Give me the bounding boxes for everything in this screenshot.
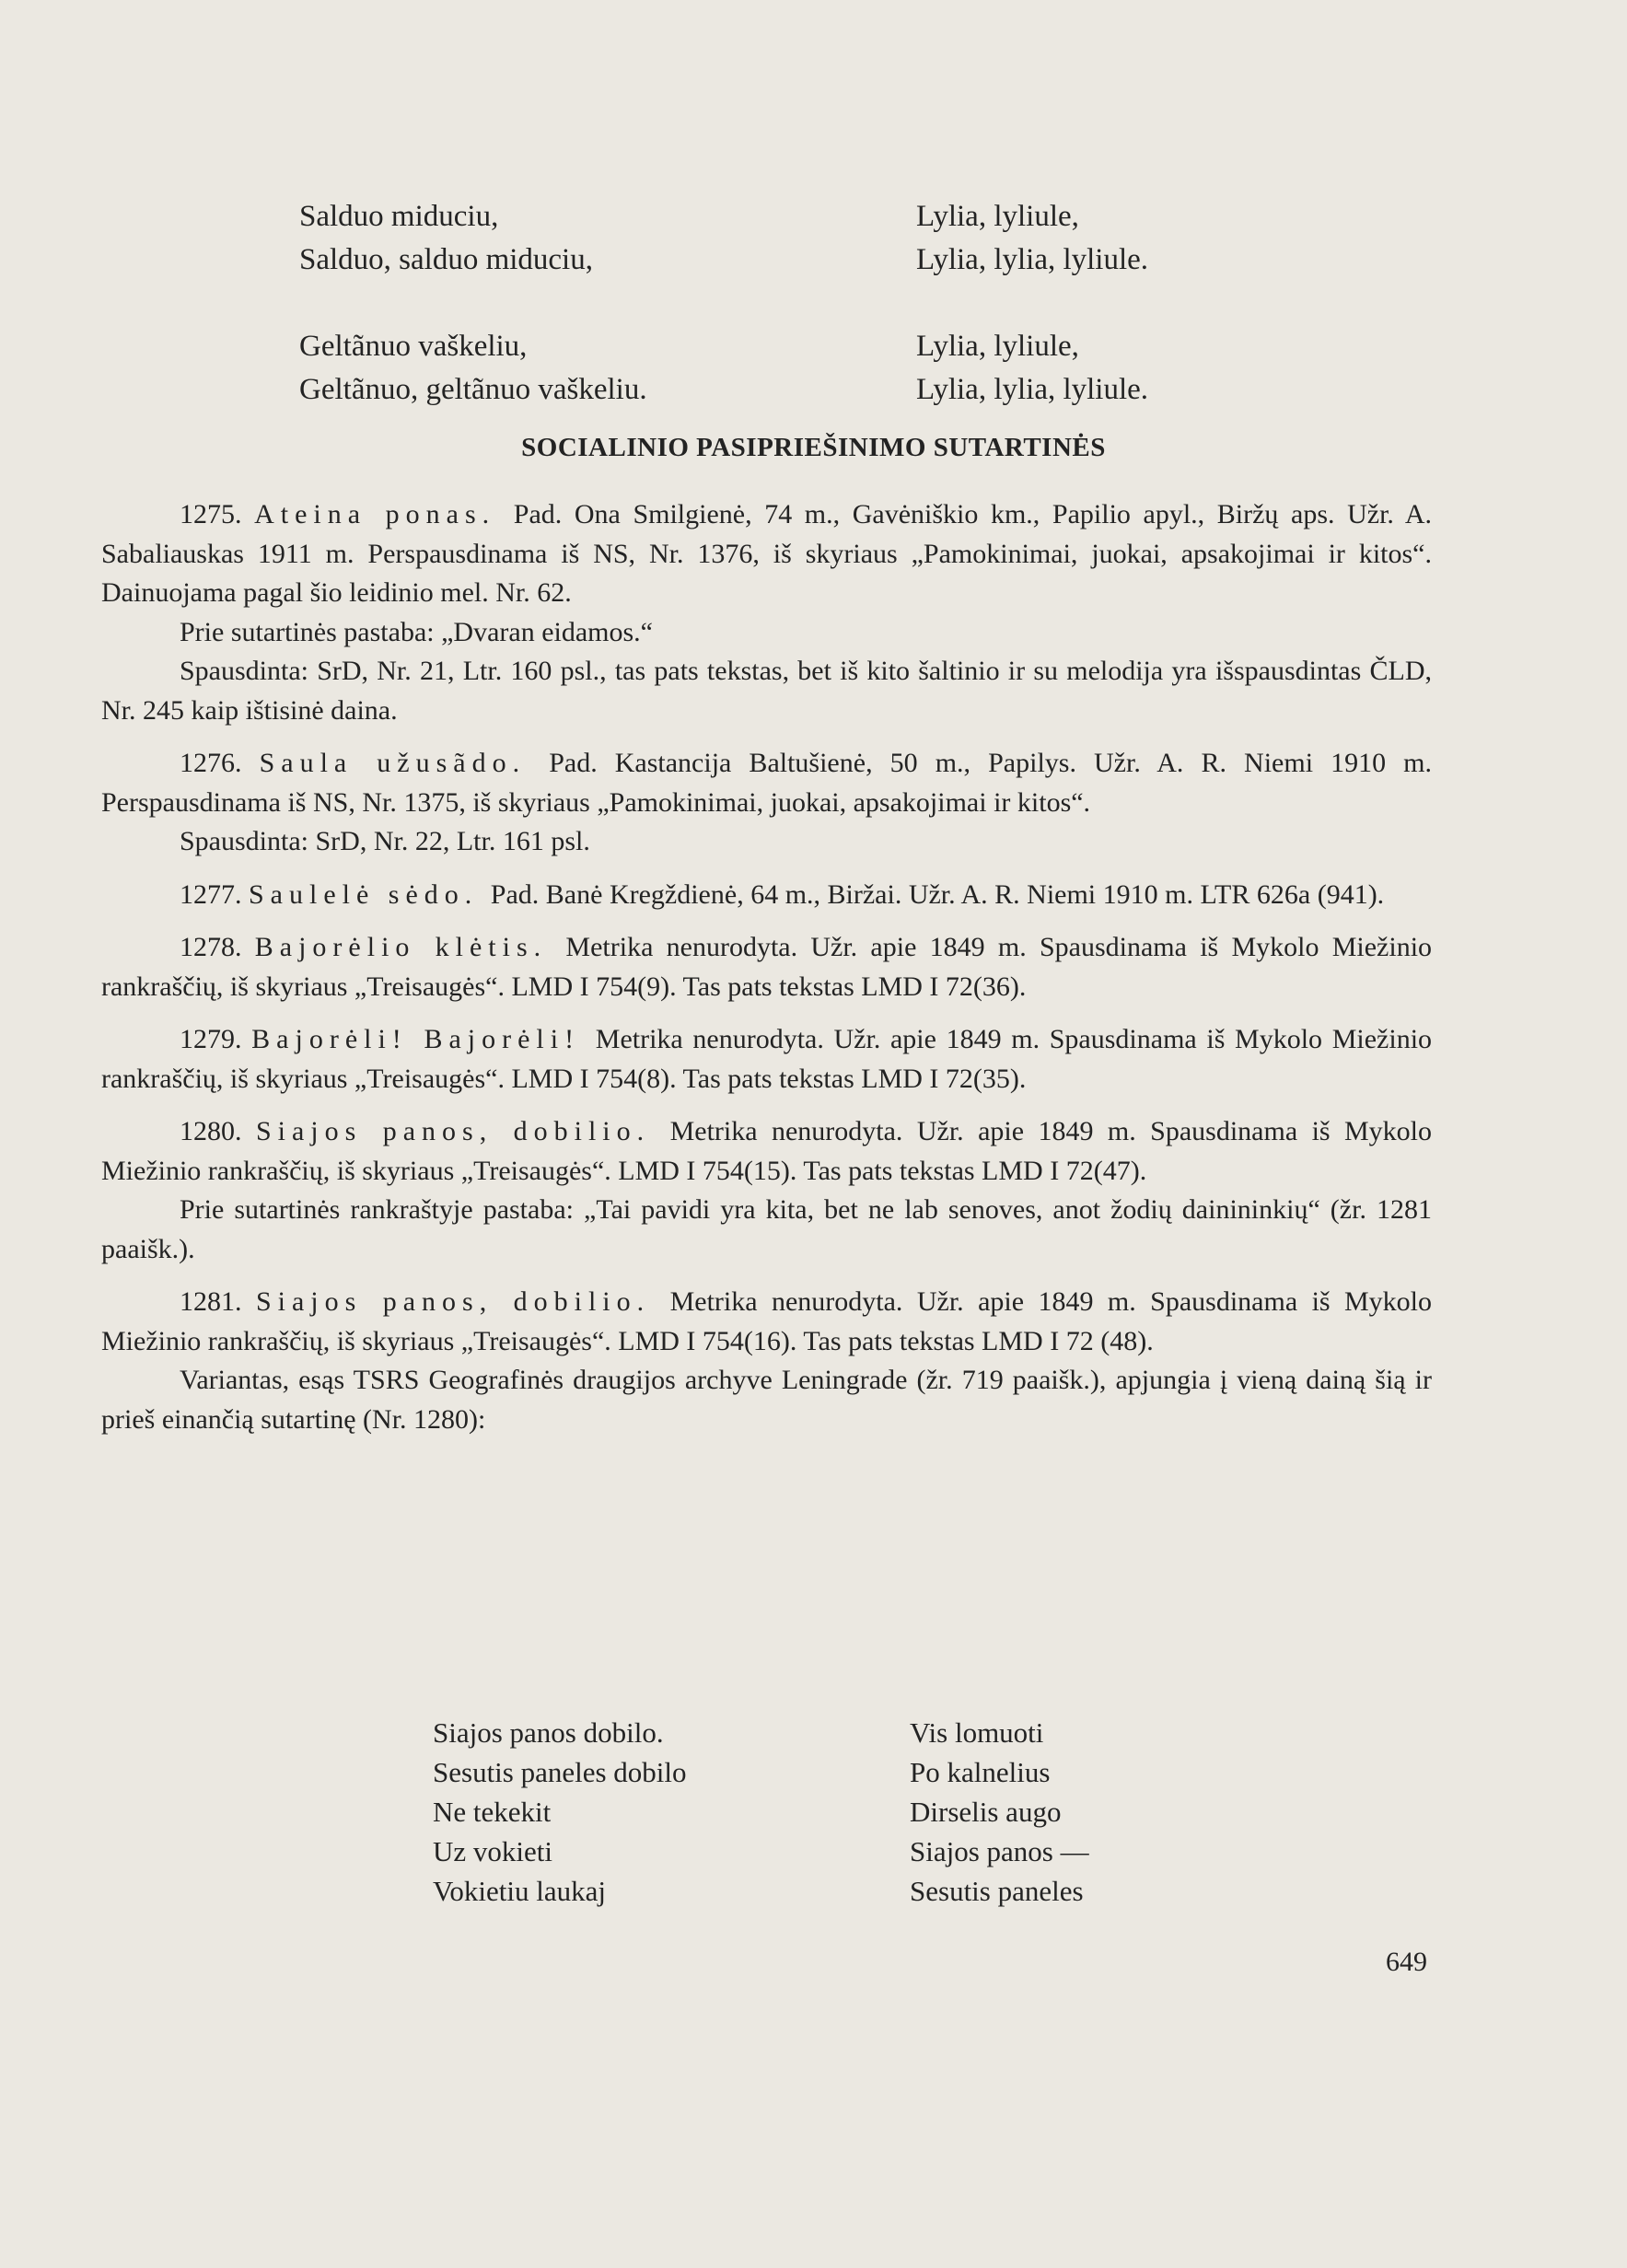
entry-title: Siajos panos, dobilio.: [255, 1116, 651, 1146]
entry-paragraph: [101, 613, 1432, 653]
verse-bottom-right: [910, 1713, 1089, 1911]
entry-text: Spausdinta: SrD, Nr. 21, Ltr. 160 psl., tas pats tekstas, bet iš kito šaltinio ir su melodija yra išspausdintas ČLD, Nr. 245 kaip ištisinė daina.: [101, 656, 1432, 726]
entries: [101, 495, 1432, 1439]
verse-line: Geltãnuo vaškeliu,: [299, 330, 528, 363]
verse-line: Salduo miduciu,: [299, 200, 499, 233]
verse-line: Geltãnuo, geltãnuo vaškeliu.: [299, 373, 647, 406]
entry-paragraph: [101, 876, 1432, 915]
entry-text: Metrika nenurodyta. Užr. apie 1849 m. Spausdinama iš Mykolo Miežinio rankraščių, iš skyriaus „Treisaugės“. LMD I 754(16). Tas pats tekstas LMD I 72 (48).: [101, 1286, 1433, 1356]
verse-line: Po kalnelius: [910, 1756, 1051, 1788]
entry-paragraph: [101, 1283, 1432, 1361]
entry-paragraph: [101, 1112, 1432, 1191]
verse-line: [916, 282, 1148, 325]
verse-line: Sesutis paneles: [910, 1875, 1084, 1907]
verse-line: Vokietiu laukaj: [433, 1875, 606, 1907]
entry-text: Metrika nenurodyta. Užr. apie 1849 m. Spausdinama iš Mykolo Miežinio rankraščių, iš skyriaus „Treisaugės“. LMD I 754(8). Tas pats tekstas LMD I 72(35).: [101, 1024, 1433, 1094]
verse-line: Lylia, lylia, lyliule.: [916, 373, 1149, 406]
entry-number: 1280.: [180, 1116, 242, 1146]
entry-paragraph: [101, 928, 1432, 1006]
entry-number: 1275.: [180, 499, 242, 529]
entry-paragraph: [101, 822, 1432, 862]
entry-paragraph: [101, 744, 1432, 822]
entry-text: Pad. Ona Smilgienė, 74 m., Gavėniškio km., Papilio apyl., Biržų aps. Užr. A. Sabaliauskas 1911 m. Perspausdinama iš NS, Nr. 1376, iš skyriaus „Pamokinimai, juokai, apsakojimai ir kitos“. Dainuojama pagal šio leidinio mel. Nr. 62.: [101, 499, 1433, 608]
verse-line: Lylia, lyliule,: [916, 330, 1079, 363]
entry-number: 1281.: [180, 1286, 242, 1317]
verse-line: Ne tekekit: [433, 1796, 552, 1828]
verse-line: Siajos panos dobilo.: [433, 1716, 664, 1749]
entry-title: Saulelė sėdo.: [249, 878, 479, 910]
entry-text: Prie sutartinės rankraštyje pastaba: „Tai pavidi yra kita, bet ne lab senoves, anot žodių dainininkių“ (žr. 1281 paaišk.).: [101, 1194, 1432, 1264]
page-number: 649: [1386, 1947, 1427, 1977]
verse-top-left: [299, 195, 647, 412]
verse-line: [299, 282, 647, 325]
entry-text: Spausdinta: SrD, Nr. 22, Ltr. 161 psl.: [180, 826, 590, 856]
entry-number: 1278.: [180, 932, 242, 962]
entry-paragraph: [101, 1361, 1432, 1439]
section-heading: SOCIALINIO PASIPRIEŠINIMO SUTARTINĖS: [521, 433, 1106, 462]
verse-line: Vis lomuoti: [910, 1716, 1044, 1749]
entry-text: Pad. Kastancija Baltušienė, 50 m., Papilys. Užr. A. R. Niemi 1910 m. Perspausdinama iš NS, Nr. 1375, iš skyriaus „Pamokinimai, juokai, apsakojimai ir kitos“.: [101, 748, 1433, 818]
entry-text: Metrika nenurodyta. Užr. apie 1849 m. Spausdinama iš Mykolo Miežinio rankraščių, iš skyriaus „Treisaugės“. LMD I 754(15). Tas pats tekstas LMD I 72(47).: [101, 1116, 1433, 1186]
entry-title: Ateina ponas.: [254, 499, 496, 529]
entry-title: Bajorėlio klėtis.: [254, 932, 548, 962]
verse-line: Uz vokieti: [433, 1835, 552, 1867]
verse-line: Sesutis paneles dobilo: [433, 1756, 687, 1788]
entry-text: Pad. Banė Kregždienė, 64 m., Biržai. Užr. A. R. Niemi 1910 m. LTR 626a (941).: [490, 878, 1385, 910]
verse-line: Salduo, salduo miduciu,: [299, 243, 593, 276]
entry-paragraph: [101, 1191, 1432, 1269]
entry-text: Variantas, esąs TSRS Geografinės draugijos archyve Leningrade (žr. 719 paaišk.), apjungia į vieną dainą šią ir prieš einančią sutartinę (Nr. 1280):: [101, 1365, 1432, 1435]
entry-paragraph: [101, 652, 1432, 730]
entry-number: 1276.: [180, 748, 242, 778]
verse-bottom-left: [433, 1713, 687, 1911]
entry-text: Metrika nenurodyta. Užr. apie 1849 m. Spausdinama iš Mykolo Miežinio rankraščių, iš skyriaus „Treisaugės“. LMD I 754(9). Tas pats tekstas LMD I 72(36).: [101, 932, 1433, 1002]
entry-title: Bajorėli! Bajorėli!: [251, 1024, 581, 1054]
verse-line: Siajos panos —: [910, 1835, 1089, 1867]
verse-top-right: [916, 195, 1148, 412]
entry-number: 1277.: [180, 878, 242, 910]
entry-title: Saula užusãdo.: [259, 748, 527, 778]
entry-number: 1279.: [180, 1024, 242, 1054]
entry-paragraph: [101, 495, 1432, 613]
entry-title: Siajos panos, dobilio.: [255, 1286, 651, 1317]
verse-line: Lylia, lylia, lyliule.: [916, 243, 1149, 276]
entry-text: Prie sutartinės pastaba: „Dvaran eidamos.“: [180, 616, 653, 647]
verse-line: Dirselis augo: [910, 1796, 1062, 1828]
entry-paragraph: [101, 1020, 1432, 1099]
verse-line: Lylia, lyliule,: [916, 200, 1079, 233]
